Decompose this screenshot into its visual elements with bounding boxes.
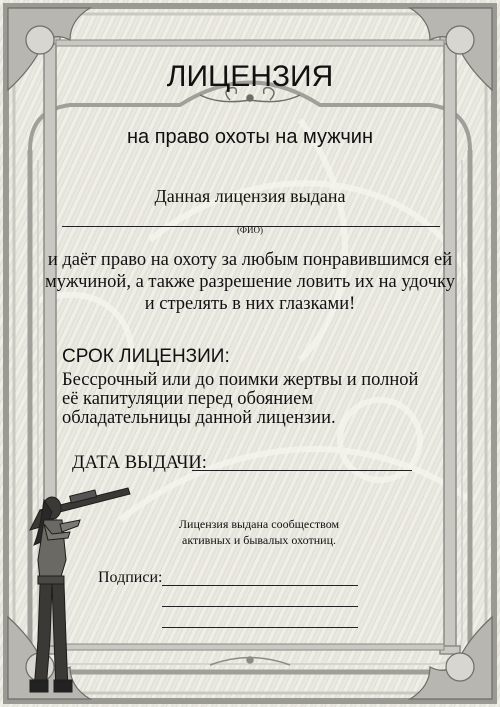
signature-line-3[interactable] bbox=[162, 627, 358, 628]
grant-text-line-3: и стрелять в них глазками! bbox=[144, 294, 356, 314]
fio-hint: (ФИО) bbox=[236, 225, 264, 235]
grant-text-line-1: и даёт право на охоту за любым понравившимся ей bbox=[47, 250, 453, 270]
page-subtitle: на право охоты на мужчин bbox=[126, 126, 374, 148]
issue-date-label: ДАТА ВЫДАЧИ: bbox=[72, 453, 207, 473]
term-heading: СРОК ЛИЦЕНЗИИ: bbox=[62, 346, 230, 367]
page-title: ЛИЦЕНЗИЯ bbox=[166, 60, 334, 93]
signatures-label: Подписи: bbox=[98, 569, 163, 586]
term-line-2: её капитуляции перед обоянием bbox=[62, 389, 314, 409]
issuer-line-1: Лицензия выдана сообществом bbox=[178, 517, 340, 531]
signature-line-1[interactable] bbox=[162, 585, 358, 586]
issuer-line-2: активных и бывалых охотниц. bbox=[182, 533, 336, 547]
term-line-1: Бессрочный или до поимки жертвы и полной bbox=[62, 370, 419, 390]
signature-line-2[interactable] bbox=[162, 606, 358, 607]
term-line-3: обладательницы данной лицензии. bbox=[62, 408, 336, 428]
issued-to-label: Данная лицензия выдана bbox=[154, 186, 346, 206]
issue-date-line[interactable] bbox=[192, 470, 412, 471]
grant-text-line-2: мужчиной, а также разрешение ловить их на удочку bbox=[45, 272, 455, 292]
